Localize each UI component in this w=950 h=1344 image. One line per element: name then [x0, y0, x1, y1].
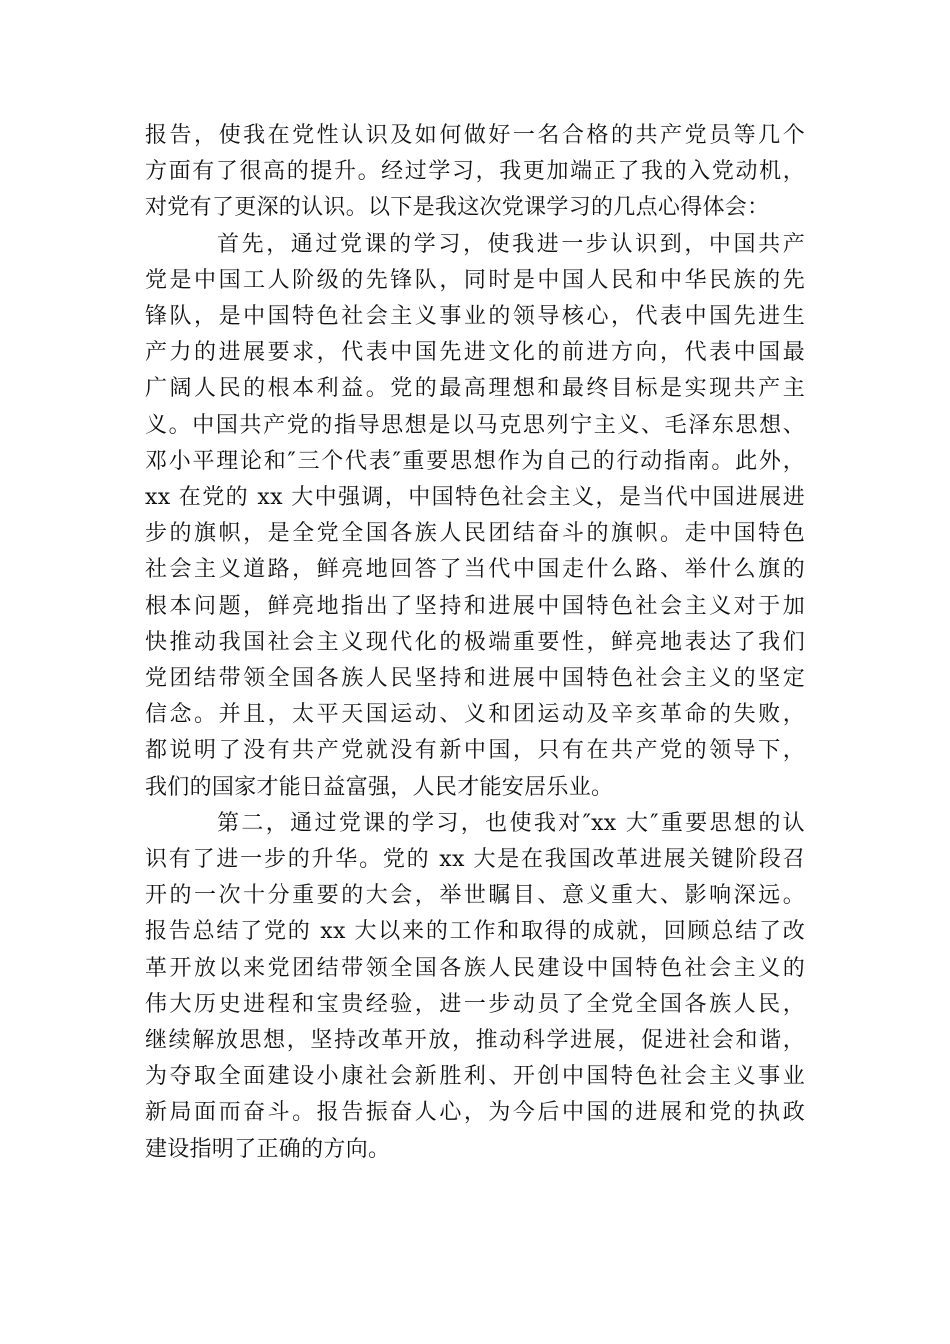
document-body — [145, 118, 805, 1168]
paragraph-1 — [145, 118, 805, 227]
text-line: 党是中国工人阶级的先锋队，同时是中国人民和中华民族的先 — [145, 267, 805, 293]
text-line: 开的一次十分重要的大会，举世瞩目、意义重大、影响深远。 — [145, 883, 805, 909]
text-line: 信念。并且，太平天国运动、义和团运动及辛亥革命的失败， — [145, 702, 805, 728]
text-line: 产力的进展要求，代表中国先进文化的前进方向，代表中国最 — [145, 340, 805, 366]
text-line: 继续解放思想，坚持改革开放，推动科学进展，促进社会和谐， — [145, 1028, 805, 1054]
text-line: 对党有了更深的认识。以下是我这次党课学习的几点心得体会： — [145, 195, 770, 221]
text-line: 报告，使我在党性认识及如何做好一名合格的共产党员等几个 — [145, 123, 805, 148]
text-line: 首先，通过党课的学习，使我进一步认识到，中国共产 — [217, 231, 805, 257]
text-line: 邓小平理论和″三个代表″重要思想作为自己的行动指南。此外， — [145, 448, 805, 474]
text-line: 广阔人民的根本利益。党的最高理想和最终目标是实现共产主 — [145, 376, 805, 402]
text-line: 都说明了没有共产党就没有新中国，只有在共产党的领导下， — [145, 738, 805, 764]
text-line: 步的旗帜，是全党全国各族人民团结奋斗的旗帜。走中国特色 — [145, 521, 805, 547]
text-line: 快推动我国社会主义现代化的极端重要性，鲜亮地表达了我们 — [145, 629, 805, 655]
text-line: 锋队，是中国特色社会主义事业的领导核心，代表中国先进生 — [145, 304, 805, 330]
text-line: 报告总结了党的 xx 大以来的工作和取得的成就，回顾总结了改 — [145, 919, 805, 945]
text-line: 我们的国家才能日益富强，人民才能安居乐业。 — [145, 774, 614, 800]
text-line: 识有了进一步的升华。党的 xx 大是在我国改革进展关键阶段召 — [145, 847, 805, 873]
paragraph-2 — [145, 227, 805, 806]
text-line: 义。中国共产党的指导思想是以马克思列宁主义、毛泽东思想、 — [145, 412, 805, 438]
text-line: 为夺取全面建设小康社会新胜利、开创中国特色社会主义事业 — [145, 1064, 805, 1090]
text-line: 社会主义道路，鲜亮地回答了当代中国走什么路、举什么旗的 — [145, 557, 805, 583]
text-line: 方面有了很高的提升。经过学习，我更加端正了我的入党动机， — [145, 159, 805, 185]
text-line: xx 在党的 xx 大中强调，中国特色社会主义，是当代中国进展进 — [145, 485, 805, 511]
text-line: 革开放以来党团结带领全国各族人民建设中国特色社会主义的 — [145, 955, 805, 981]
text-line: 建设指明了正确的方向。 — [145, 1136, 391, 1162]
text-line: 新局面而奋斗。报告振奋人心，为今后中国的进展和党的执政 — [145, 1100, 805, 1126]
text-line: 伟大历史进程和宝贵经验，进一步动员了全党全国各族人民， — [145, 991, 805, 1017]
text-line: 根本问题，鲜亮地指出了坚持和进展中国特色社会主义对于加 — [145, 593, 805, 619]
paragraph-3 — [145, 806, 805, 1168]
text-line: 第二，通过党课的学习，也使我对″xx 大″重要思想的认 — [217, 810, 805, 836]
text-line: 党团结带领全国各族人民坚持和进展中国特色社会主义的坚定 — [145, 666, 805, 692]
